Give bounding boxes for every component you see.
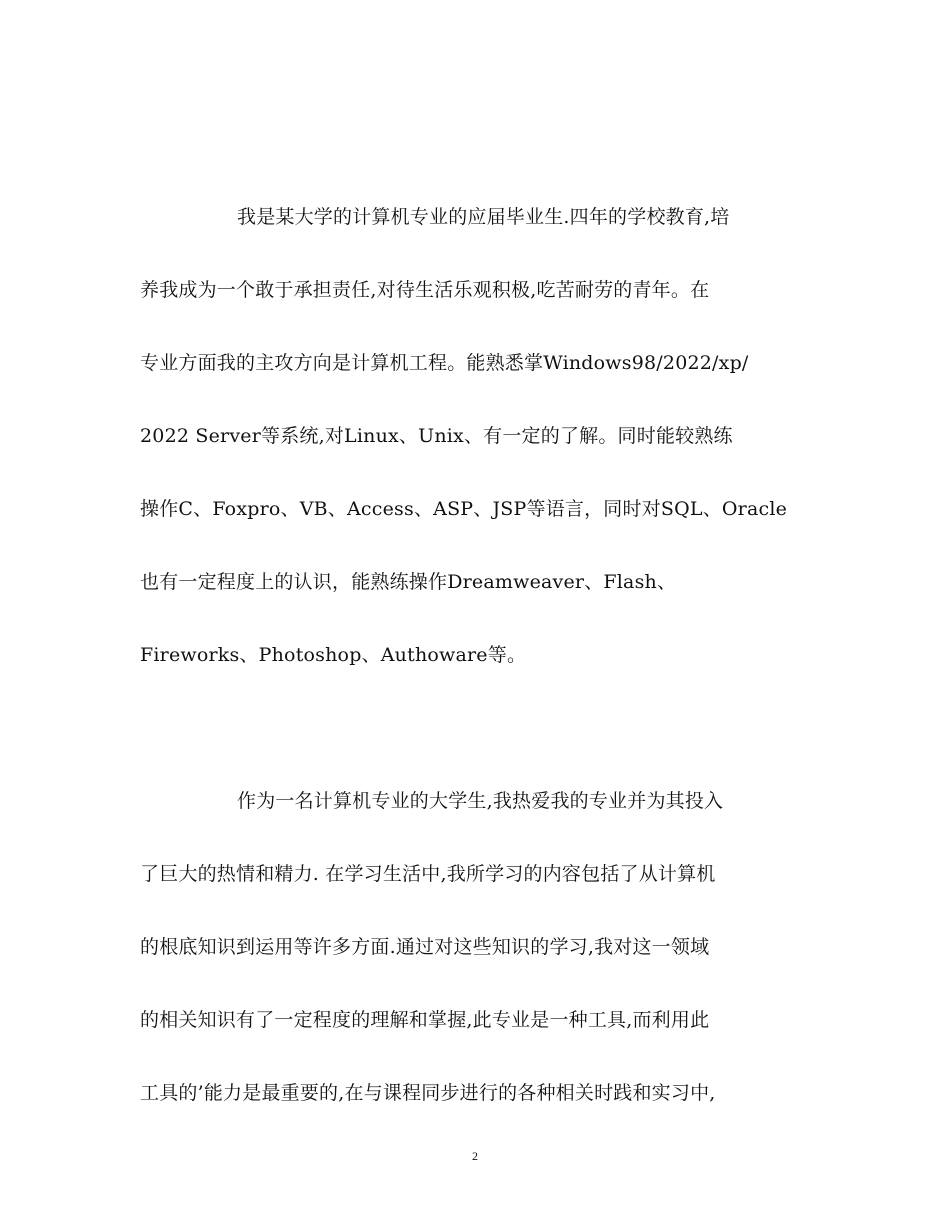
paragraph-2-line-3: 的根底知识到运用等许多方面.通过对这些知识的学习,我对这一领域 xyxy=(140,936,710,958)
paragraph-2-line-2: 了巨大的热情和精力. 在学习生活中,我所学习的内容包括了从计算机 xyxy=(140,863,716,885)
paragraph-1-line-1: 我是某大学的计算机专业的应届毕业生.四年的学校教育,培 xyxy=(237,206,730,228)
paragraph-2-line-4: 的相关知识有了一定程度的理解和掌握,此专业是一种工具,而利用此 xyxy=(140,1009,710,1031)
paragraph-2-line-5: 工具的’能力是最重要的,在与课程同步进行的各种相关时践和实习中, xyxy=(140,1082,716,1104)
paragraph-1-line-6: 也有一定程度上的认识，能熟练操作Dreamweaver、Flash、 xyxy=(140,571,677,593)
paragraph-1-line-2: 养我成为一个敢于承担责任,对待生活乐观积极,吃苦耐劳的青年。在 xyxy=(140,279,710,301)
page-number: 2 xyxy=(472,1149,478,1163)
paragraph-2-line-1: 作为一名计算机专业的大学生,我热爱我的专业并为其投入 xyxy=(237,790,724,812)
paragraph-1-line-4: 2022 Server等系统,对Linux、Unix、有一定的了解。同时能较熟练 xyxy=(140,425,733,447)
paragraph-1-line-5: 操作C、Foxpro、VB、Access、ASP、JSP等语言，同时对SQL、Oracle xyxy=(140,498,788,520)
paragraph-1-line-3: 专业方面我的主攻方向是计算机工程。能熟悉掌Windows98/2022/xp/ xyxy=(140,352,749,374)
paragraph-1-line-7: Fireworks、Photoshop、Authoware等。 xyxy=(140,644,527,666)
